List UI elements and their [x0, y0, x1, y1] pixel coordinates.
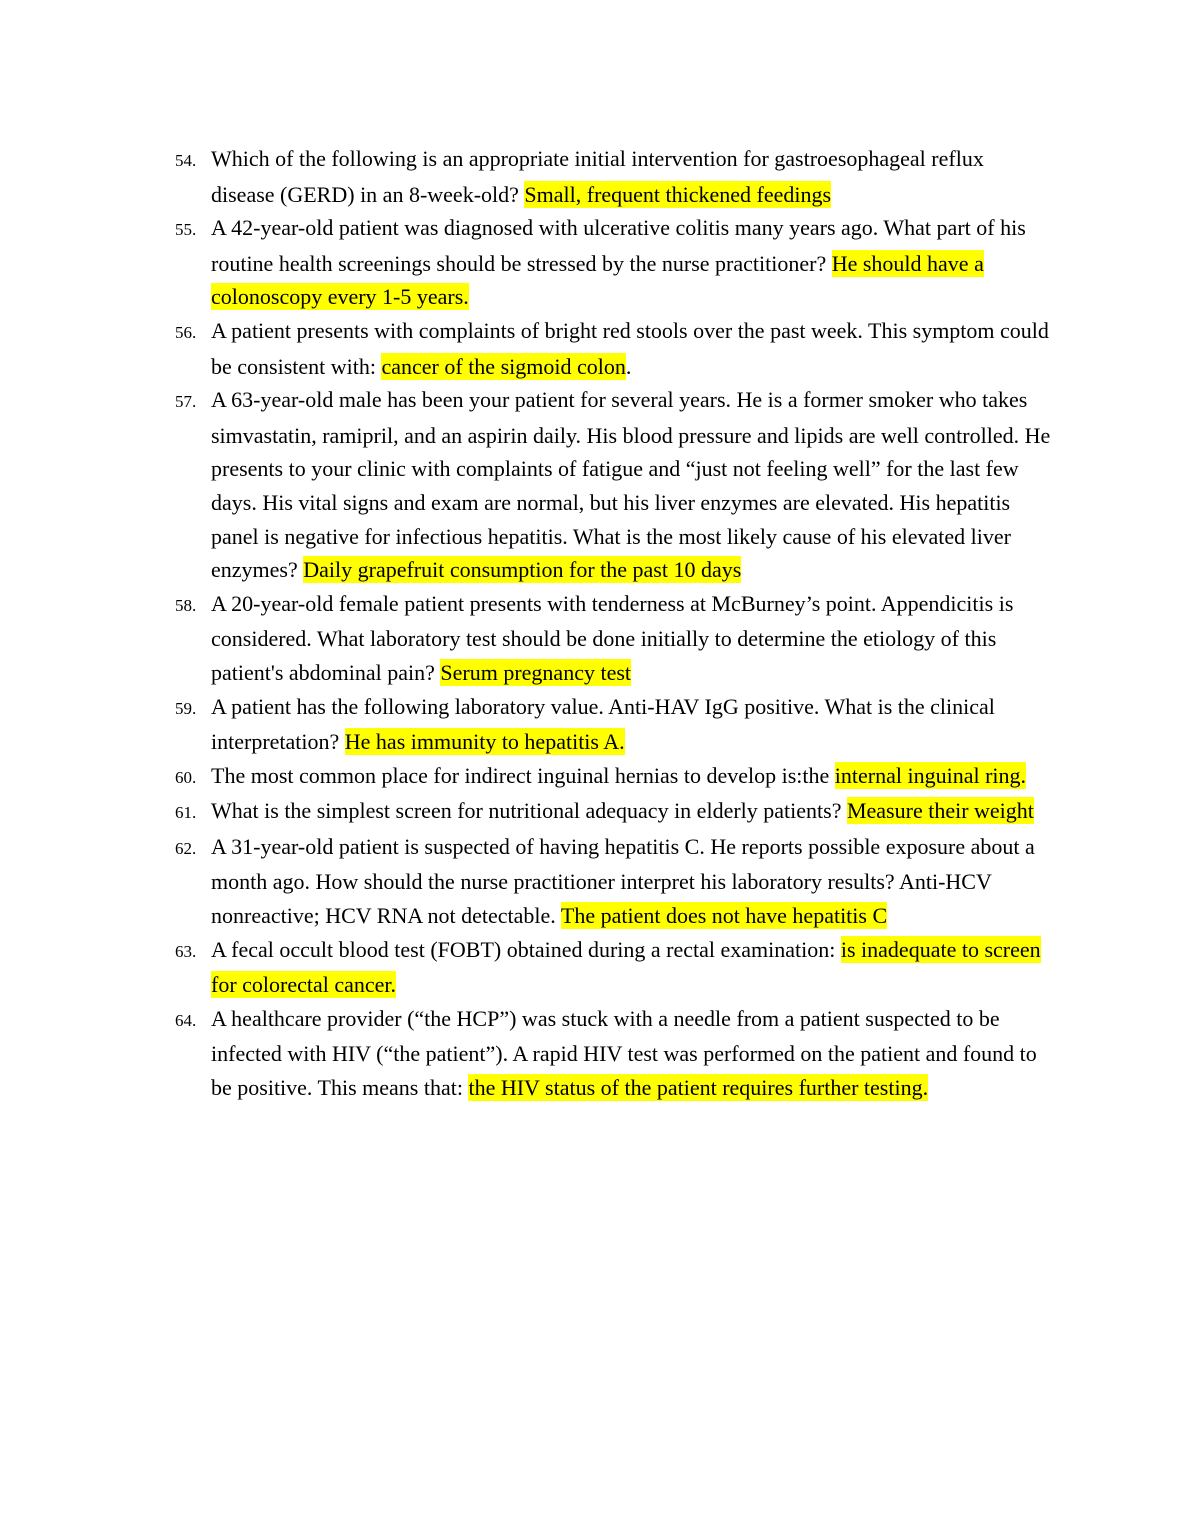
question-text — [211, 591, 1013, 686]
highlighted-answer: cancer of the sigmoid colon — [381, 353, 626, 379]
question-number: 57. — [175, 392, 197, 412]
question-number: 63. — [175, 941, 197, 961]
question-item-64 — [175, 1002, 1052, 1105]
question-item-61 — [175, 794, 1052, 830]
question-text — [211, 215, 1026, 310]
question-text — [211, 694, 995, 756]
question-segment: A healthcare provider (“the HCP”) was stuck with a needle from a patient suspected to be infected with HIV (“the patient”). A rapid HIV test was performed on the patient and found to be positive. This means that: — [211, 1005, 1037, 1101]
highlighted-answer: Measure their weight — [846, 798, 1034, 824]
question-segment: A 42-year-old patient was diagnosed with ulcerative colitis many years ago. What part of his routine health screenings should be stressed by the nurse practitioner? — [211, 215, 1026, 276]
question-list — [175, 142, 1052, 1105]
question-segment: A patient has the following laboratory value. Anti-HAV IgG positive. What is the clinical interpretation? — [211, 693, 995, 755]
question-number: 61. — [175, 803, 197, 823]
highlighted-answer: He should have a colonoscopy every 1-5 years. — [211, 250, 984, 310]
highlighted-answer: Serum pregnancy test — [440, 659, 632, 685]
question-number: 55. — [175, 220, 197, 240]
question-item-56 — [175, 314, 1052, 383]
question-text — [211, 936, 1041, 999]
question-item-55 — [175, 211, 1052, 314]
question-item-57 — [175, 383, 1052, 587]
question-item-58 — [175, 587, 1052, 690]
question-text — [211, 318, 1049, 380]
question-segment: A fecal occult blood test (FOBT) obtained during a rectal examination: — [211, 936, 841, 962]
question-number: 59. — [175, 698, 197, 718]
highlighted-answer: is inadequate to screen for colorectal cancer. — [211, 936, 1041, 998]
question-text — [211, 387, 1050, 583]
question-item-63 — [175, 933, 1052, 1002]
question-item-59 — [175, 690, 1052, 759]
question-number: 54. — [175, 151, 197, 170]
question-segment: Which of the following is an appropriate initial intervention for gastroesophageal reflux disease (GERD) in an 8-week-old? — [211, 146, 984, 207]
question-number: 62. — [175, 838, 197, 858]
question-text — [211, 797, 1034, 824]
question-item-62 — [175, 830, 1052, 933]
question-number: 56. — [175, 322, 197, 342]
question-segment: A 31-year-old patient is suspected of having hepatitis C. He reports possible exposure about a month ago. How should the nurse practitioner interpret his laboratory results? Anti-HCV nonreactive; HCV RNA not detectable. — [211, 833, 1035, 929]
question-text — [211, 146, 984, 208]
question-segment: What is the simplest screen for nutritional adequacy in elderly patients? — [211, 798, 847, 824]
question-segment: The most common place for indirect inguinal hernias to develop is:the — [211, 762, 835, 788]
question-text — [211, 1006, 1037, 1101]
highlighted-answer: Daily grapefruit consumption for the past 10 days — [303, 557, 742, 583]
question-segment: . — [625, 353, 632, 379]
question-segment: A patient presents with complaints of bright red stools over the past week. This symptom could be consistent with: — [211, 317, 1049, 379]
highlighted-answer: internal inguinal ring. — [834, 762, 1027, 788]
question-text — [211, 834, 1035, 929]
highlighted-answer: The patient does not have hepatitis C — [560, 903, 888, 929]
question-item-60 — [175, 759, 1052, 795]
question-number: 58. — [175, 595, 197, 615]
question-number: 64. — [175, 1010, 197, 1030]
question-number: 60. — [175, 767, 197, 787]
question-text — [211, 762, 1026, 789]
question-segment: A 63-year-old male has been your patient for several years. He is a former smoker who takes simvastatin, ramipril, and an aspirin daily. His blood pressure and lipids are well controlled. He presents to your clinic with complaints of fatigue and “just not feeling well” for the last few days. His vital signs and exam are normal, but his liver enzymes are elevated. His hepatitis panel is negative for infectious hepatitis. What is the most likely cause of his elevated liver enzymes? — [211, 387, 1051, 583]
highlighted-answer: the HIV status of the patient requires further testing. — [468, 1075, 929, 1101]
question-segment: A 20-year-old female patient presents with tenderness at McBurney’s point. Appendicitis is considered. What laboratory test should be done initially to determine the etiology of this patient's abdominal pain? — [211, 590, 1014, 685]
highlighted-answer: Small, frequent thickened feedings — [524, 181, 832, 207]
highlighted-answer: He has immunity to hepatitis A. — [344, 729, 625, 755]
question-item-54 — [175, 142, 1052, 211]
